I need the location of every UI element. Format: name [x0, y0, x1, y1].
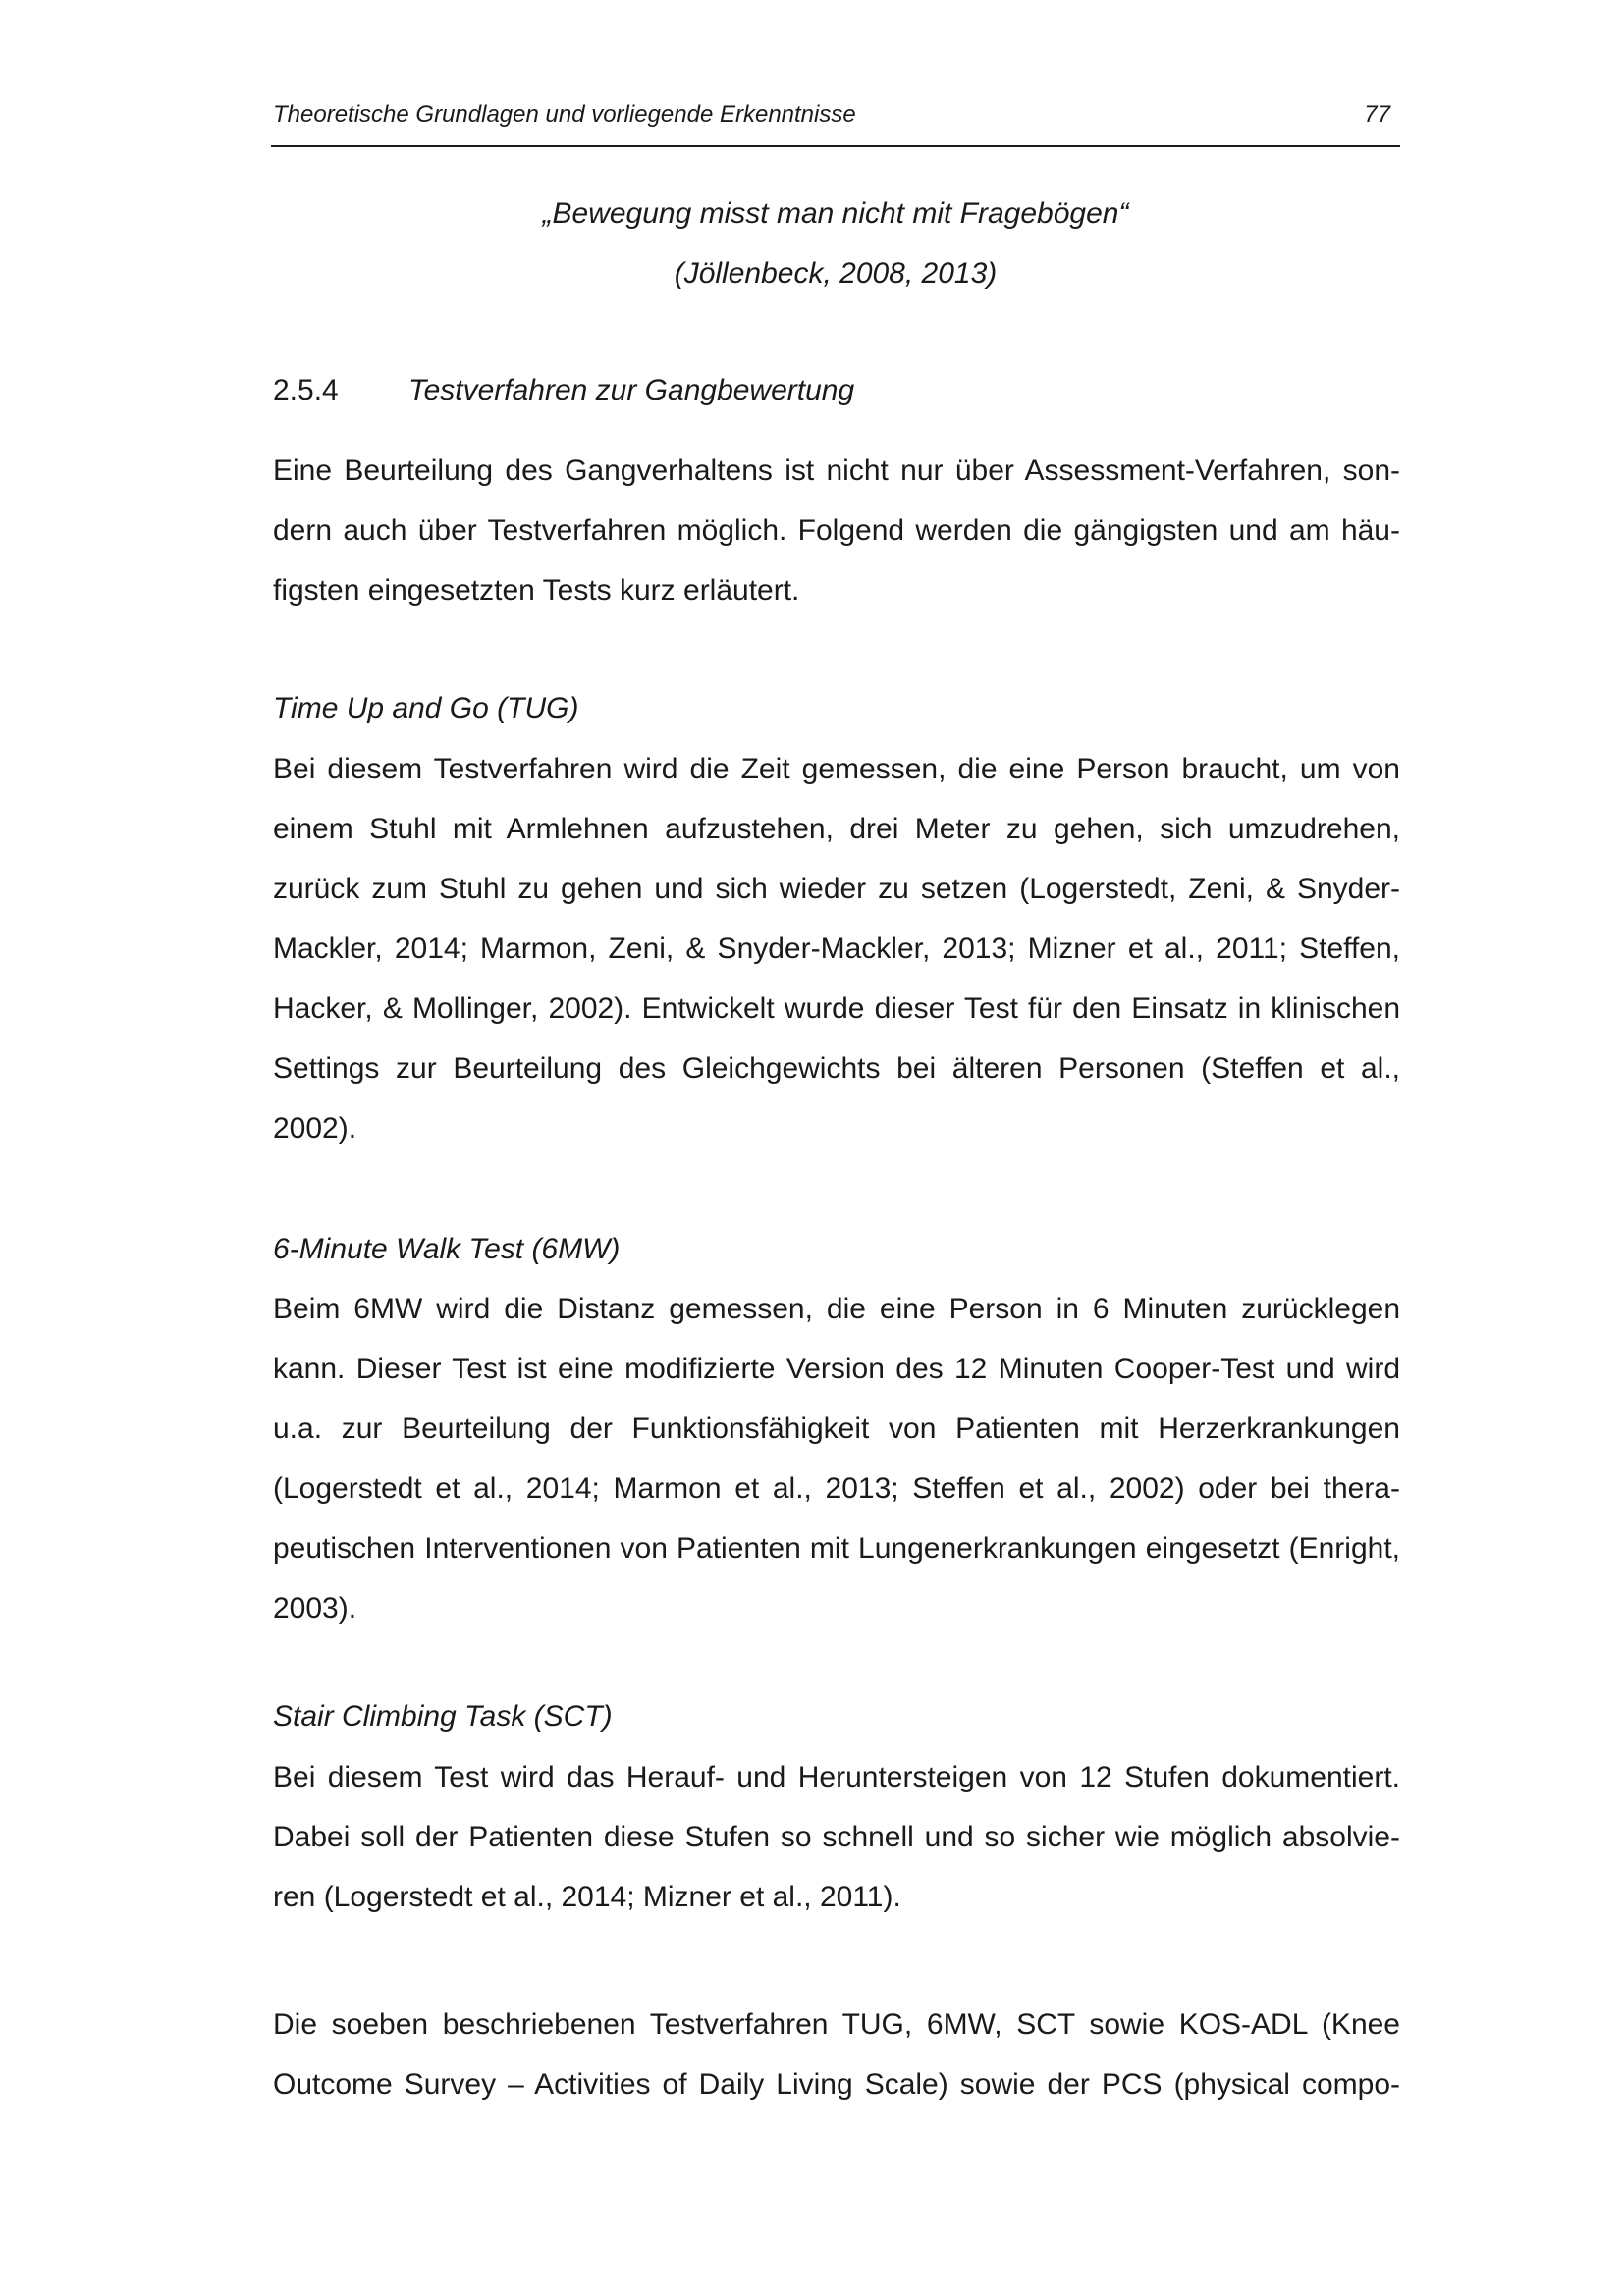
sct-paragraph: Bei diesem Test wird das Herauf- und Heruntersteigen von 12 Stufen dokumentiert. Dabei soll der Patienten diese Stufen so schnell und so sicher wie möglich absolvieren (Logerstedt et al., 2014; Mizner et al., 2011). — [273, 1761, 1400, 1913]
section-title: Testverfahren zur Gangbewertung — [408, 374, 855, 406]
sixmw-heading: 6-Minute Walk Test (6MW) — [273, 1233, 621, 1265]
tug-paragraph: Bei diesem Testverfahren wird die Zeit gemessen, die eine Person braucht, um von einem Stuhl mit Armlehnen aufzustehen, drei Meter zu gehen, sich umzudrehen, zurück zum Stuhl zu gehen und sich wieder zu setzen (Logerstedt, Zeni, & Snyder-Mackler, 2014; Marmon, Zeni, & Snyder-Mackler, 2013; Mizner et al., 2011; Steffen, Hacker, & Mollinger, 2002). Entwickelt wurde dieser Test für den Einsatz in klinischen Settings zur Beurteilung des Gleichgewichts bei älteren Personen (Steffen et al., 2002). — [273, 753, 1400, 1145]
section-number: 2.5.4 — [273, 374, 339, 406]
page-number: 77 — [1364, 101, 1390, 128]
section-heading — [273, 371, 854, 410]
sixmw-paragraph: Beim 6MW wird die Distanz gemessen, die eine Person in 6 Minuten zurücklegen kann. Dieser Test ist eine modifizierte Version des 12 Minuten Cooper-Test und wird u.a. zur Beurteilung der Funktionsfähigkeit von Patienten mit Herzerkrankungen (Logerstedt et al., 2014; Marmon et al., 2013; Steffen et al., 2002) oder bei therapeutischen Interventionen von Patienten mit Lungenerkrankungen eingesetzt (Enright, 2003). — [273, 1293, 1400, 1625]
epigraph-source: (Jöllenbeck, 2008, 2013) — [674, 257, 998, 290]
epigraph-quote: „Bewegung misst man nicht mit Fragebögen“ — [542, 197, 1129, 230]
header-title: Theoretische Grundlagen und vorliegende Erkenntnisse — [273, 101, 856, 128]
intro-paragraph: Eine Beurteilung des Gangverhaltens ist nicht nur über Assessment-Verfahren, sondern auch über Testverfahren möglich. Folgend werden die gängigsten und am häufigsten eingesetzten Tests kurz erläutert. — [273, 454, 1400, 607]
sct-heading: Stair Climbing Task (SCT) — [273, 1700, 613, 1733]
running-header — [271, 98, 1400, 147]
tug-heading: Time Up and Go (TUG) — [273, 692, 579, 724]
closing-paragraph: Die soeben beschriebenen Testverfahren TUG, 6MW, SCT sowie KOS-ADL (Knee Outcome Survey – Activities of Daily Living Scale) sowie der PCS (physical compo- — [273, 2008, 1400, 2101]
